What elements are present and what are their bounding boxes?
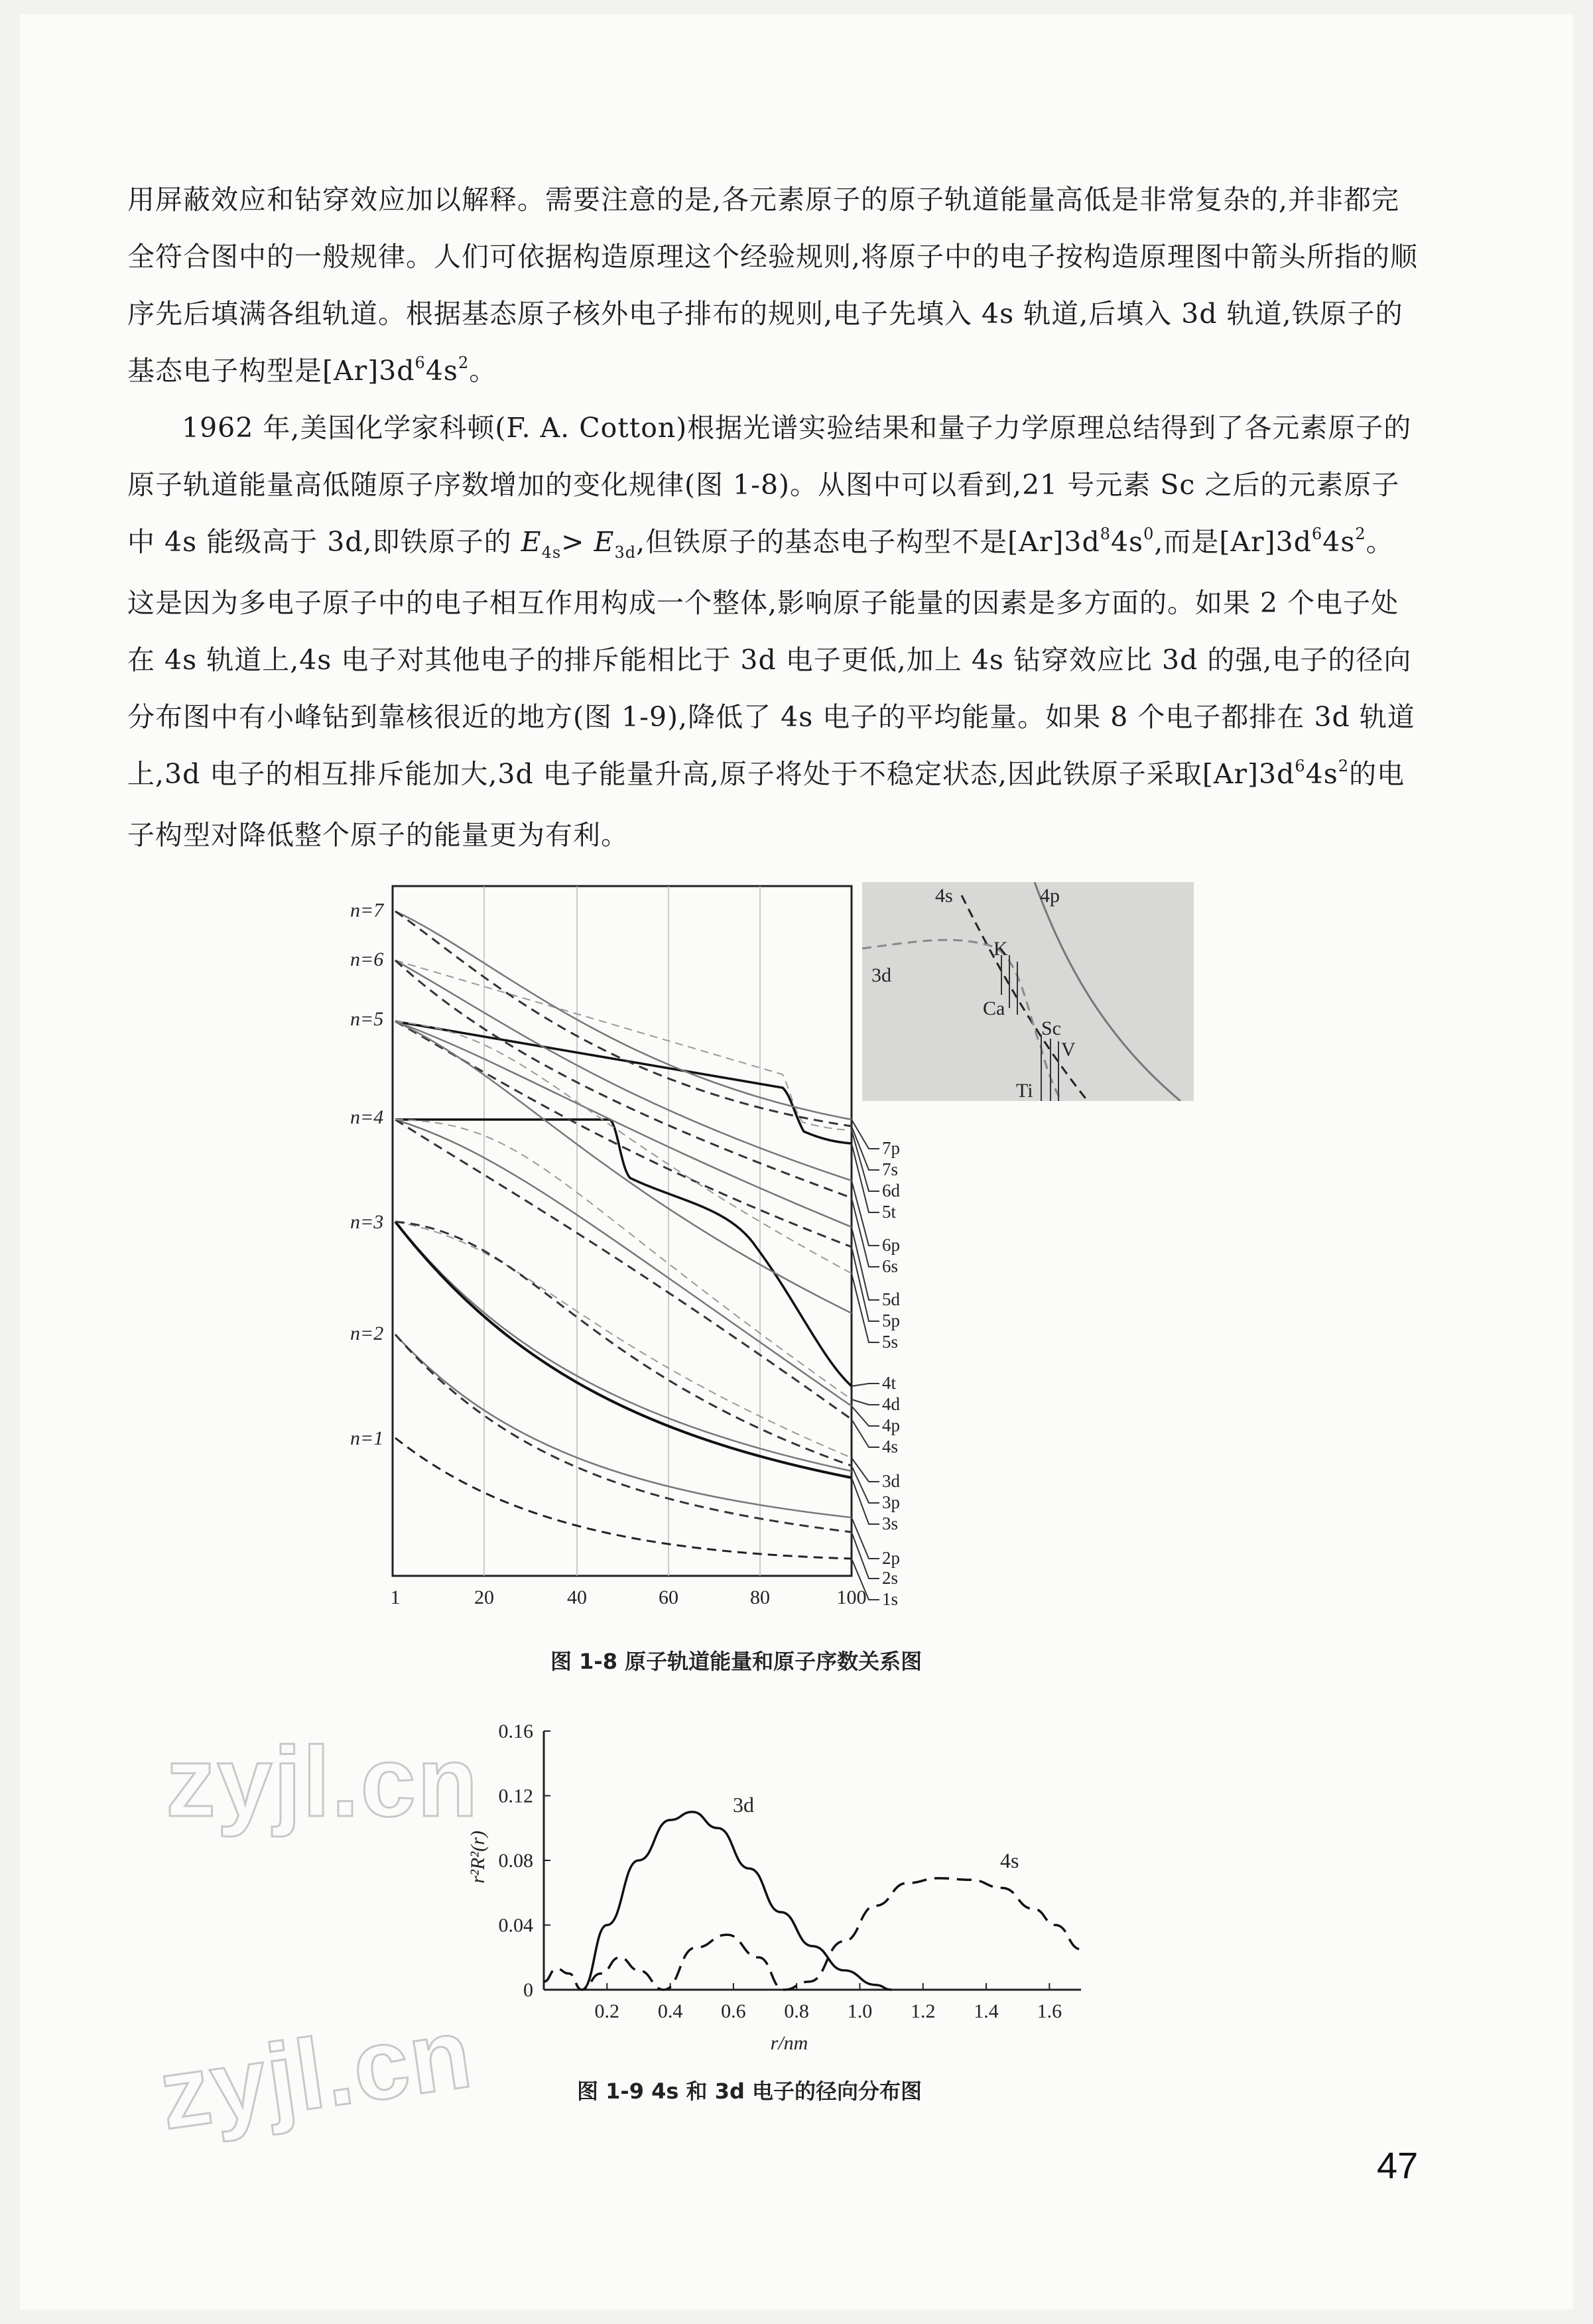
y-tick-label: 0 xyxy=(523,1979,533,2001)
paragraph-1: 用屏蔽效应和钻穿效应加以解释。需要注意的是,各元素原子的原子轨道能量高低是非常复杂的,并非都完全符合图中的一般规律。人们可依据构造原理这个经验规则,将原子中的电子按构造原理图中箭头所指的顺序先后填满各组轨道。根据基态原子核外电子排布的规则,电子先填入 4s 轨道,后填入 3d 轨道,铁原子的基态电子构型是$[Ar]3d^64s^2$。 xyxy=(127,184,1419,387)
orbital-label-4d: 4d xyxy=(882,1394,900,1414)
y-tick-label: 0.12 xyxy=(498,1785,533,1807)
figure-1-8-inset xyxy=(862,882,1194,1101)
figure-1-9-caption: 图 1-9 4s 和 3d 电子的径向分布图 xyxy=(577,2079,923,2104)
orbital-label-1s: 1s xyxy=(882,1589,899,1609)
inset-label-v: V xyxy=(1061,1039,1076,1061)
x-tick-label: 0.6 xyxy=(721,2000,746,2022)
x-tick-label: 1.2 xyxy=(911,2000,936,2022)
x-tick-80: 80 xyxy=(750,1586,770,1608)
x-tick-label: 0.8 xyxy=(784,2000,809,2022)
orbital-label-3p: 3p xyxy=(882,1492,900,1512)
x-tick-1: 1 xyxy=(390,1586,401,1608)
inset-label-ca: Ca xyxy=(983,998,1005,1019)
orbital-label-5s: 5s xyxy=(882,1332,899,1352)
orbital-label-3d: 3d xyxy=(882,1471,900,1491)
orbital-label-4p: 4p xyxy=(882,1415,900,1435)
orbital-label-7s: 7s xyxy=(882,1159,899,1179)
inset-label-3d: 3d xyxy=(871,964,891,986)
x-tick-40: 40 xyxy=(567,1586,587,1608)
paragraph-2: 1962 年,美国化学家科顿(F. A. Cotton)根据光谱实验结果和量子力学原理总结得到了各元素原子的原子轨道能量高低随原子序数增加的变化规律(图 1-8)。从图中可以看到,21 号元素 Sc 之后的元素原子中 4s 能级高于 3d,即铁原子的 $E_{4s}> E_{3d}$,但铁原子的基态电子构型不是$[Ar]3d^84s^0$,而是$[Ar]3d^64s^2$。这是因为多电子原子中的电子相互作用构成一个整体,影响原子能量的因素是多方面的。如果 2 个电子处在 4s 轨道上,4s 电子对其他电子的排斥能相比于 3d 电子更低,加上 4s 钻穿效应比 3d 的强,电子的径向分布图中有小峰钻到靠核很近的地方(图 1-9),降低了 4s 电子的平均能量。如果 8 个电子都排在 3d 轨道上,3d 电子的相互排斥能加大,3d 电子能量升高,原子将处于不稳定状态,因此铁原子采取$[Ar]3d^64s^2$的电子构型对降低整个原子的能量更为有利。 xyxy=(127,412,1415,851)
x-tick-label: 0.2 xyxy=(594,2000,620,2022)
y-axis-label: r²R²(r) xyxy=(467,1831,489,1884)
figure-1-8-caption: 图 1-8 原子轨道能量和原子序数关系图 xyxy=(550,1649,923,1674)
y-tick-label: 0.04 xyxy=(498,1914,533,1937)
orbital-label-6d: 6d xyxy=(882,1181,900,1200)
n3-label: n=3 xyxy=(350,1211,384,1233)
y-tick-label: 0.16 xyxy=(498,1720,533,1742)
x-tick-label: 1.6 xyxy=(1037,2000,1062,2022)
n4-label: n=4 xyxy=(350,1106,384,1128)
n7-label: n=7 xyxy=(350,899,384,921)
n1-label: n=1 xyxy=(350,1427,384,1449)
inset-label-sc: Sc xyxy=(1041,1017,1061,1039)
x-axis-label: r/nm xyxy=(770,2032,808,2054)
orbital-label-6s: 6s xyxy=(882,1256,899,1276)
plot-frame xyxy=(393,886,852,1576)
orbital-label-2s: 2s xyxy=(882,1568,899,1588)
orbital-label-5p: 5p xyxy=(882,1311,900,1330)
x-tick-60: 60 xyxy=(659,1586,678,1608)
x-tick-label: 0.4 xyxy=(657,2000,683,2022)
y-tick-label: 0.08 xyxy=(498,1850,533,1872)
inset-label-4s: 4s xyxy=(935,885,953,907)
n5-label: n=5 xyxy=(350,1008,384,1030)
x-tick-100: 100 xyxy=(836,1586,867,1608)
inset-label-k: K xyxy=(993,938,1008,960)
series-label-4s: 4s xyxy=(1000,1848,1019,1872)
x-tick-label: 1.4 xyxy=(974,2000,999,2022)
watermark-1: zyjl.cn xyxy=(166,1726,479,1837)
orbital-label-5d: 5d xyxy=(882,1289,900,1309)
x-tick-20: 20 xyxy=(474,1586,494,1608)
inset-label-ti: Ti xyxy=(1016,1080,1033,1101)
x-tick-label: 1.0 xyxy=(847,2000,873,2022)
n6-label: n=6 xyxy=(350,948,384,970)
series-line-4s xyxy=(544,1878,1081,1990)
n2-label: n=2 xyxy=(350,1323,384,1344)
figure-1-9 xyxy=(464,1711,1141,2056)
inset-label-4p: 4p xyxy=(1040,885,1060,907)
page-number: 47 xyxy=(1377,2144,1419,2186)
orbital-label-4t: 4t xyxy=(882,1373,897,1393)
watermark-2: zyjl.cn xyxy=(153,1996,479,2151)
orbital-label-3s: 3s xyxy=(882,1514,899,1533)
orbital-label-2p: 2p xyxy=(882,1548,900,1568)
orbital-label-5t: 5t xyxy=(882,1202,897,1222)
orbital-label-7p: 7p xyxy=(882,1138,900,1158)
orbital-label-4s: 4s xyxy=(882,1437,899,1456)
orbital-label-6p: 6p xyxy=(882,1235,900,1255)
series-label-3d: 3d xyxy=(733,1793,754,1817)
